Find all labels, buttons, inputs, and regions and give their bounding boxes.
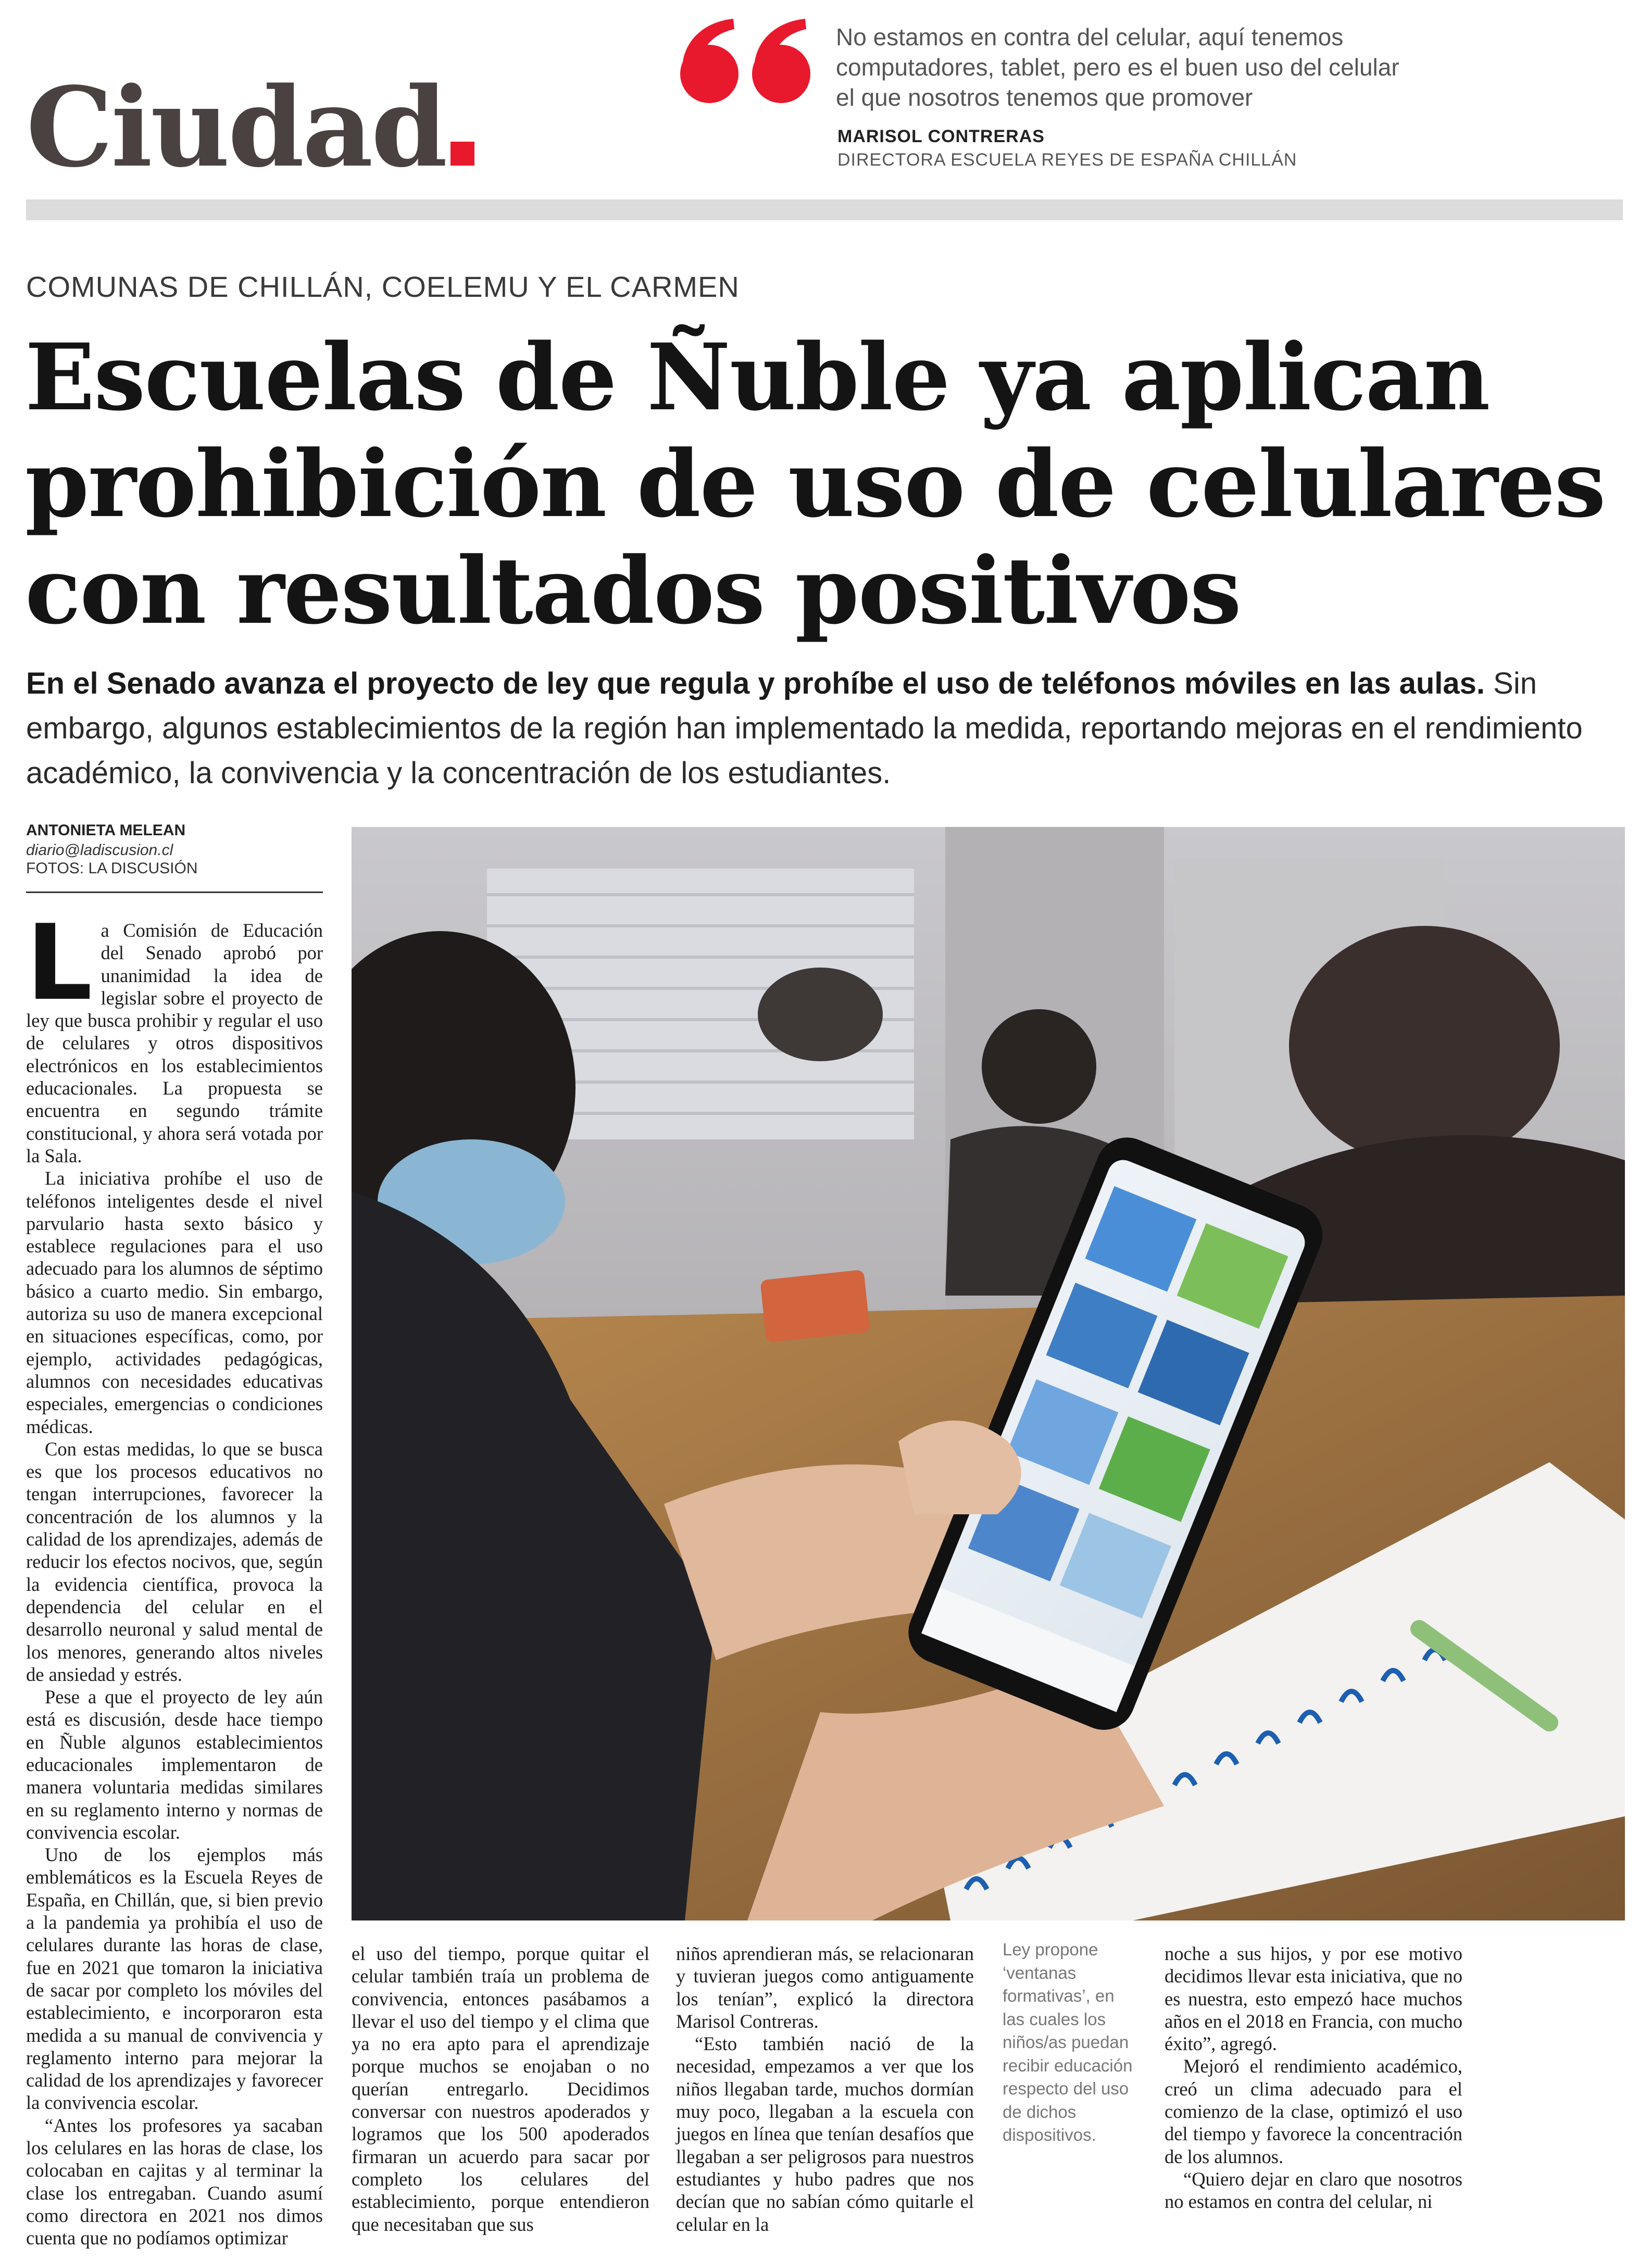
body-column-1 bbox=[26, 902, 323, 2250]
drop-cap: L bbox=[26, 902, 93, 1024]
byline-rule bbox=[26, 892, 323, 893]
paragraph: niños aprendieran más, se relacionaran y tuvieran juegos como antiguamente los tenían”, explicó la directora Marisol Contreras. bbox=[676, 1943, 974, 2032]
header-rule bbox=[26, 199, 1623, 220]
paragraph: Mejoró el rendimiento académico, creó un clima adecuado para el comienzo de la clase, optimizó el uso del tiempo y favorece la concentración de los alumnos. bbox=[1165, 2055, 1462, 2167]
pull-quote-text: No estamos en contra del celular, aquí tenemos computadores, tablet, pero es el buen uso del celular el que nosotros tenemos que promover bbox=[836, 23, 1399, 111]
body-column-4 bbox=[1165, 1942, 1462, 2213]
classroom-photo-illustration bbox=[352, 827, 1625, 1920]
byline-author: ANTONIETA MELEAN bbox=[26, 822, 186, 839]
paragraph: a Comisión de Educación del Senado aprobó por unanimidad la idea de legislar sobre el proyecto de ley que busca prohibir y regular el uso de celulares y otros dispositivos electrónicos en los establecimientos educacionales. La propuesta se encuentra en segundo trámite constitucional, y ahora será votada por la Sala. bbox=[26, 920, 323, 1166]
section-accent-dot bbox=[450, 142, 474, 166]
article-photo bbox=[352, 827, 1625, 1920]
paragraph: noche a sus hijos, y por ese motivo decidimos llevar esta iniciativa, que no es nuestra, esto empezó hace muchos años en el 2018 en Francia, con mucho éxito”, agregó. bbox=[1165, 1943, 1462, 2055]
byline-photo-credit: FOTOS: LA DISCUSIÓN bbox=[26, 860, 198, 877]
kicker: COMUNAS DE CHILLÁN, COELEMU Y EL CARMEN bbox=[26, 270, 740, 303]
paragraph: Uno de los ejemplos más emblemáticos es la Escuela Reyes de España, en Chillán, que, si bien previo a la pandemia ya prohibía el uso de celulares durante las horas de clase, fue en 2021 que tomaron la iniciativa de sacar por completo los móviles del establecimiento, e incorporaron esta medida a su manual de convivencia y reglamento interno para mejorar la calidad de los aprendizajes y favorecer la convivencia escolar. bbox=[26, 1844, 323, 2114]
paragraph: “Antes los profesores ya sacaban los celulares en las horas de clase, los colocaban en cajitas y al terminar la clase los entregaban. Cuando asumí como directora en 2021 nos dimos cuenta que no podíamos optimizar bbox=[26, 2114, 323, 2249]
section-title bbox=[26, 63, 474, 192]
sidebar-note: Ley propone ‘ventanas formativas’, en las cuales los niños/as puedan recibir educación respecto del uso de dichos dispositivos. bbox=[1003, 1940, 1133, 2144]
deck-rest: Sin embargo, algunos establecimientos de la región han implementado la medida, reportando mejoras en el rendimiento académico, la convivencia y la concentración de los estudiantes. bbox=[26, 667, 1583, 790]
paragraph: Con estas medidas, lo que se busca es que los procesos educativos no tengan interrupciones, favorecer la concentración de los alumnos y la calidad de los aprendizajes, además de reducir los efectos nocivos, que, según la evidencia científica, provoca la dependencia del celular en el desarrollo neuronal y salud mental de los menores, generando altos niveles de ansiedad y estrés. bbox=[26, 1438, 323, 1685]
paragraph: Pese a que el proyecto de ley aún está es discusión, desde hace tiempo en Ñuble algunos establecimientos educacionales implementaron de manera voluntaria medidas similares en su reglamento interno y normas de convivencia escolar. bbox=[26, 1686, 323, 1843]
byline-email: diario@ladiscusion.cl bbox=[26, 842, 173, 859]
pull-quote-role: DIRECTORA ESCUELA REYES DE ESPAÑA CHILLÁN bbox=[837, 150, 1297, 170]
body-column-3 bbox=[676, 1942, 974, 2236]
body-column-2 bbox=[352, 1942, 649, 2236]
headline: Escuelas de Ñuble ya aplican prohibición de uso de celulares con resultados positivos bbox=[25, 323, 1605, 645]
paragraph: “Esto también nació de la necesidad, empezamos a ver que los niños llegaban tarde, muchos dormían muy poco, llegaban a la escuela con juegos en línea que tenían desafíos que llegaban a ser peligrosos para nuestros estudiantes y hubo padres que nos decían que no sabían cómo quitarle el celular en la bbox=[676, 2033, 974, 2235]
quote-mark-icon bbox=[672, 16, 823, 104]
deck-bold: En el Senado avanza el proyecto de ley que regula y prohíbe el uso de teléfonos móviles en las aulas. bbox=[26, 667, 1485, 700]
paragraph: “Quiero dejar en claro que nosotros no estamos en contra del celular, ni bbox=[1165, 2168, 1462, 2213]
deck bbox=[26, 661, 1630, 796]
paragraph: La iniciativa prohíbe el uso de teléfonos inteligentes desde el nivel parvulario hasta sexto básico y establece regulaciones para el uso adecuado para los alumnos de séptimo básico a cuarto medio. Sin embargo, autoriza su uso de manera excepcional en situaciones específicas, como, por ejemplo, actividades pedagógicas, alumnos con necesidades educativas especiales, emergencias o condiciones médicas. bbox=[26, 1167, 323, 1437]
section-title-text: Ciudad bbox=[26, 63, 446, 192]
paragraph: el uso del tiempo, porque quitar el celular también traía un problema de convivencia, entonces pasábamos a llevar el uso del tiempo y el clima que ya no era apto para el aprendizaje porque muchos se enojaban o no querían entregarlo. Decidimos conversar con nuestros apoderados y logramos que los 500 apoderados firmaran un acuerdo para sacar por completo los celulares del establecimiento, porque entendieron que necesitaban que sus bbox=[352, 1943, 649, 2235]
pull-quote-author: MARISOL CONTRERAS bbox=[837, 127, 1045, 146]
